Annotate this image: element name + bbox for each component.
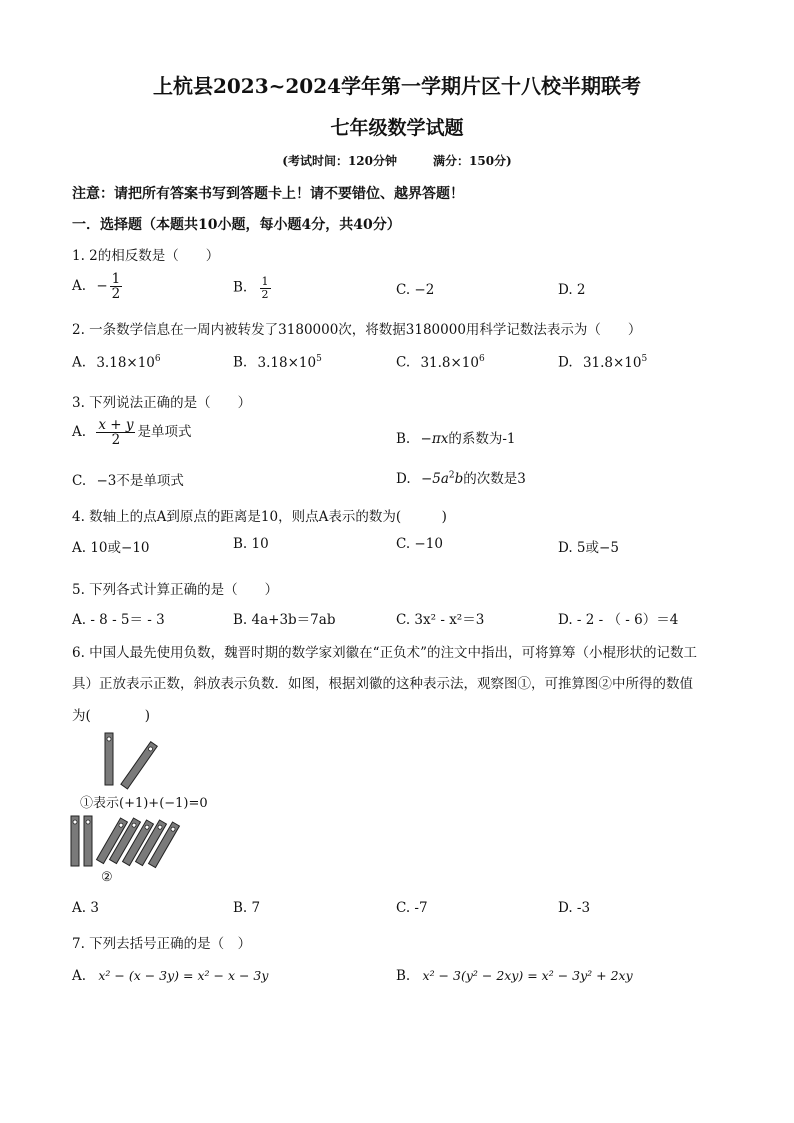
q6-option-d: D. -3 bbox=[558, 900, 591, 916]
q5-option-a: A. - 8 - 5＝ - 3 bbox=[72, 612, 165, 628]
question-7-stem: 7. 下列去括号正确的是（ ） bbox=[72, 936, 252, 952]
exam-subtitle: 七年级数学试题 bbox=[330, 117, 464, 139]
q7-option-b: B. x² − 3(y² − 2xy) = x² − 3y² + 2xy bbox=[396, 968, 633, 984]
q6-option-b: B. 7 bbox=[233, 900, 261, 916]
exam-title: 上杭县2023~2024学年第一学期片区十八校半期联考 bbox=[152, 74, 642, 98]
q3-option-d: D. $-5a^2b$的次数是3 bbox=[396, 470, 526, 487]
question-6-stem-line1: 6. 中国人最先使用负数，魏晋时期的数学家刘徽在“正负术”的注文中指出，可将算筹（小棍形状的记数工 bbox=[72, 645, 697, 661]
q5-option-b: B. 4a+3b＝7ab bbox=[233, 612, 336, 628]
q2-option-d: D. $31.8\times 10^5$ bbox=[558, 354, 648, 371]
question-6-stem-line3: 为( ) bbox=[72, 708, 151, 724]
figure-caption-2: ② bbox=[101, 870, 113, 885]
q7-option-a: A. x² − (x − 3y) = x² − x − 3y bbox=[72, 968, 269, 984]
question-6-stem-line2: 具）正放表示正数，斜放表示负数．如图，根据刘徽的这种表示法，观察图①，可推算图②中所得的数值 bbox=[72, 676, 693, 692]
q1-option-d: D. 2 bbox=[558, 282, 586, 298]
question-4-stem: 4. 数轴上的点A到原点的距离是10，则点A表示的数为( ) bbox=[72, 509, 447, 525]
figure-2-rods bbox=[71, 816, 179, 868]
question-3-stem: 3. 下列说法正确的是（ ） bbox=[72, 395, 252, 411]
slanted-rod bbox=[121, 742, 157, 789]
q5-option-c: C. 3x² - x²＝3 bbox=[396, 612, 485, 628]
figure-1-rods bbox=[105, 733, 157, 789]
q4-option-a: A. 10或−10 bbox=[72, 540, 150, 556]
q2-option-c: C. $31.8\times 10^6$ bbox=[396, 354, 485, 371]
q1-option-c: C. −2 bbox=[396, 282, 435, 298]
q5-option-d: D. - 2 - （ - 6）＝4 bbox=[558, 612, 679, 628]
q2-option-b: B. $3.18\times 10^5$ bbox=[233, 354, 322, 371]
figure-caption-1: ①表示(+1)+(−1)=0 bbox=[80, 796, 208, 811]
section-heading: 一．选择题（本题共10小题，每小题4分，共40分） bbox=[72, 217, 401, 233]
question-2-stem: 2. 一条数学信息在一周内被转发了3180000次，将数据3180000用科学记数法表示为（ ） bbox=[72, 322, 642, 338]
question-1-stem: 1. 2的相反数是（ ） bbox=[72, 248, 220, 264]
notice: 注意：请把所有答案书写到答题卡上！请不要错位、越界答题！ bbox=[72, 186, 464, 202]
q1-option-b: B. $\frac{1}{2}$ bbox=[233, 275, 269, 301]
q3-option-c: C. −3不是单项式 bbox=[72, 473, 184, 489]
q3-option-a: A. $\frac{x + y}{2}$ 是单项式 bbox=[72, 417, 192, 449]
question-5-stem: 5. 下列各式计算正确的是（ ） bbox=[72, 582, 279, 598]
q1-option-a: A. − $\frac{1}{2}$ bbox=[72, 271, 121, 303]
exam-info: (考试时间：120分钟 满分：150分) bbox=[282, 154, 512, 168]
q6-option-a: A. 3 bbox=[72, 900, 99, 916]
q4-option-d: D. 5或−5 bbox=[558, 540, 619, 556]
q2-option-a: A. $3.18\times 10^6$ bbox=[72, 354, 161, 371]
q4-option-c: C. −10 bbox=[396, 536, 443, 552]
q3-option-b: B. −πx的系数为-1 bbox=[396, 431, 516, 447]
q6-option-c: C. -7 bbox=[396, 900, 428, 916]
q4-option-b: B. 10 bbox=[233, 536, 269, 552]
